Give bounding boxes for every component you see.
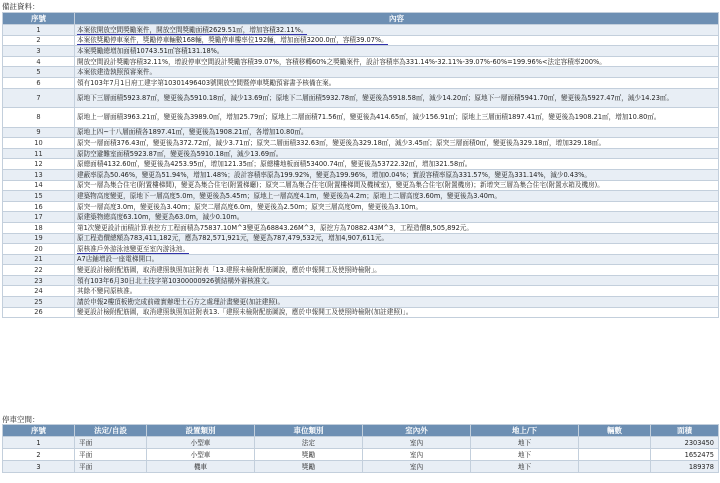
row-serial: 17	[3, 212, 75, 223]
row-serial: 3	[3, 461, 75, 473]
indoor-cell: 室內	[363, 461, 471, 473]
row-content	[75, 254, 719, 265]
count-cell	[579, 461, 651, 473]
row-content-text: 其餘不變同原核准。	[77, 287, 137, 296]
row-content-text: 本案依獎勵停車案件，獎勵停車輛數168輛，獎勵停車樓率位192輛，增加面積3200.0㎡，容積39.07%。	[77, 36, 388, 45]
row-content-text: 原核准戶外游泳池變更至室內游泳池。	[77, 244, 190, 253]
row-content-text: 第1次變更設計面積計算表挖方工程面積為75837.10M^3變更為68843.26M^3，原挖方為70882.43M^3，工程造價8,505,892元。	[77, 223, 473, 232]
row-content	[75, 275, 719, 286]
row-content-text: 原建築物總高度63.10m，變更為63.0m，減少0.10m。	[77, 213, 244, 222]
table-row	[3, 169, 719, 180]
count-cell	[579, 437, 651, 449]
row-serial: 14	[3, 180, 75, 191]
row-content	[75, 286, 719, 297]
row-content-text: 原突一層面積376.43㎡，變更後為372.72㎡，減少3.71㎡；原突二層面積332.63㎡，變更後為329.18㎡，減少3.45㎡；原突三層面積0㎡，變更後為329.18㎡，增加329.18㎡。	[77, 138, 606, 147]
row-serial: 2	[3, 449, 75, 461]
row-content-text: 建蔽率原為50.46%，變更為51.94%，增加1.48%；設計容積率原為199.92%，變更為199.96%，增加0.04%；實設容積率原為331.57%，變更為331.14%，減少0.43%。	[77, 170, 592, 179]
level-cell: 地下	[471, 437, 579, 449]
parking-section-label: 停車空間：	[2, 415, 40, 424]
table-row	[3, 148, 719, 159]
row-content-text: 原防空避難室面積5923.87㎡，變更後為5910.18㎡，減少13.69㎡。	[77, 149, 283, 158]
row-content-text: 原地上四~十八層面積各1897.41㎡，變更後為1908.21㎡，各增加10.80㎡。	[77, 128, 308, 137]
row-content-text: 原突一層高度3.0m，變更後為3.40m；原突二層高度6.0m，變更後為2.50m；原突三層高度0m，變更後為3.10m。	[77, 202, 423, 211]
row-content-text: A7店鋪增設一座電梯開口。	[77, 255, 159, 264]
row-content	[75, 169, 719, 180]
column-header-indoor: 室內外	[363, 425, 471, 437]
row-content-text: 領有103年7月1日府工建字第10301496403號開放空間暨停車獎勵預審書予核備在案。	[77, 78, 336, 87]
row-serial: 12	[3, 159, 75, 170]
legal-cell: 平面	[75, 461, 147, 473]
row-serial: 18	[3, 222, 75, 233]
indoor-cell: 室內	[363, 437, 471, 449]
column-header-area: 面積	[651, 425, 719, 437]
notes-section-label: 備註資料：	[2, 2, 40, 11]
row-content	[75, 77, 719, 88]
row-serial: 21	[3, 254, 75, 265]
row-content-text: 建築物高度變更，原地下一層高度5.0m，變更後為5.45m；原地上一層高度4.1m，變更後為4.2m；原地上二層高度3.60m，變更後為3.40m。	[77, 191, 501, 200]
table-row	[3, 25, 719, 36]
row-content	[75, 180, 719, 191]
table-row	[3, 254, 719, 265]
row-serial: 4	[3, 56, 75, 67]
type-cell: 小型車	[147, 437, 255, 449]
count-cell	[579, 449, 651, 461]
row-serial: 11	[3, 148, 75, 159]
column-header-spot: 車位類別	[255, 425, 363, 437]
table-row	[3, 449, 719, 461]
table-row	[3, 77, 719, 88]
legal-cell: 平面	[75, 437, 147, 449]
row-serial: 1	[3, 25, 75, 36]
row-content	[75, 67, 719, 78]
table-row	[3, 35, 719, 46]
row-serial: 9	[3, 127, 75, 138]
table-row	[3, 222, 719, 233]
row-content	[75, 191, 719, 202]
row-content-text: 原地下三層面積5923.87㎡，變更後為5910.18㎡，減少13.69㎡；原地下二層面積5932.78㎡，變更後為5918.58㎡，減少14.20㎡；原地下一層面積5941.70㎡，變更後為5927.47㎡，減少14.23㎡。	[77, 93, 674, 102]
column-header-serial: 序號	[3, 13, 75, 25]
area-cell: 2303450	[651, 437, 719, 449]
row-content	[75, 307, 719, 318]
table-row	[3, 67, 719, 78]
table-row	[3, 108, 719, 128]
row-serial: 8	[3, 108, 75, 128]
row-serial: 19	[3, 233, 75, 244]
row-serial: 22	[3, 265, 75, 276]
row-content	[75, 159, 719, 170]
row-content	[75, 138, 719, 149]
row-content-text: 本案依開放空間獎勵案件，開放空間獎勵面積2629.51㎡，增加容積32.11%。	[77, 25, 308, 34]
area-cell: 189378	[651, 461, 719, 473]
row-content-text: 原總面積4132.60㎡，變更後為4253.95㎡，增加121.35㎡；原總樓地板面積53400.74㎡，變更後為53722.32㎡，增加321.58㎡。	[77, 160, 472, 169]
spot-cell: 獎勵	[255, 449, 363, 461]
row-content	[75, 244, 719, 255]
level-cell: 地下	[471, 461, 579, 473]
row-content-text: 原地上一層面積3963.21㎡，變更後為3989.0㎡，增加25.79㎡；原地上二層面積71.56㎡，變更後為414.65㎡，減少156.91㎡；原地上三層面積1897.41㎡，變更後為1908.21㎡，增加10.80㎡。	[77, 113, 661, 122]
column-header-count: 輛數	[579, 425, 651, 437]
notes-table	[2, 12, 719, 318]
table-row	[3, 180, 719, 191]
row-content	[75, 265, 719, 276]
row-serial: 23	[3, 275, 75, 286]
row-content	[75, 88, 719, 108]
table-row	[3, 191, 719, 202]
row-content-text: 變更設計檢附配筋圖，取消建照執照加註附表「13.建照未檢附配筋圖說，應於申報開工及使照時檢附」。	[77, 266, 381, 275]
row-content-text: 本案獎勵總增加面積10743.51㎡容積131.18%。	[77, 46, 224, 55]
table-row	[3, 233, 719, 244]
row-serial: 6	[3, 77, 75, 88]
row-serial: 1	[3, 437, 75, 449]
spot-cell: 獎勵	[255, 461, 363, 473]
table-row	[3, 201, 719, 212]
table-row	[3, 265, 719, 276]
row-serial: 10	[3, 138, 75, 149]
type-cell: 小型車	[147, 449, 255, 461]
row-content-text: 領有103年6月30日北土技字第10300000926號結構外審核准文。	[77, 276, 274, 285]
row-content	[75, 212, 719, 223]
row-content	[75, 25, 719, 36]
table-row	[3, 127, 719, 138]
table-row	[3, 159, 719, 170]
row-serial: 16	[3, 201, 75, 212]
column-header-content: 內容	[75, 13, 719, 25]
table-row	[3, 286, 719, 297]
row-content-text: 原突一層為集合住宅(附置樓梯間)，變更為集合住宅(附置梯廳)；原突二層為集合住宅(附置樓梯間及機械室)，變更為集合住宅(附置機房)；新增突三層為集合住宅(附置水箱及機房)。	[77, 181, 604, 190]
row-content-text: 開放空間設計獎勵容積32.11%，增設停車空間設計獎勵容積39.07%，容積移轉60%之獎勵案件，設計容積率為331.14%-32.11%-39.07%-60%=199.96%<法定容積率200%。	[77, 57, 606, 66]
row-serial: 3	[3, 46, 75, 57]
row-serial: 5	[3, 67, 75, 78]
table-row	[3, 212, 719, 223]
column-header-type: 設置類別	[147, 425, 255, 437]
type-cell: 機車	[147, 461, 255, 473]
row-content	[75, 108, 719, 128]
row-content	[75, 233, 719, 244]
table-row	[3, 46, 719, 57]
table-row	[3, 297, 719, 308]
row-serial: 7	[3, 88, 75, 108]
table-row	[3, 437, 719, 449]
column-header-level: 地上/下	[471, 425, 579, 437]
table-row	[3, 56, 719, 67]
legal-cell: 平面	[75, 449, 147, 461]
row-serial: 2	[3, 35, 75, 46]
indoor-cell: 室內	[363, 449, 471, 461]
row-content	[75, 56, 719, 67]
table-row	[3, 275, 719, 286]
row-serial: 24	[3, 286, 75, 297]
table-row	[3, 244, 719, 255]
column-header-serial: 序號	[3, 425, 75, 437]
row-serial: 15	[3, 191, 75, 202]
row-content-text: 原工程造價總額為783,411,182元，應為782,571,921元，變更為787,479,532元，增加4,907,611元。	[77, 234, 389, 243]
row-serial: 25	[3, 297, 75, 308]
row-content	[75, 297, 719, 308]
row-content	[75, 148, 719, 159]
row-content	[75, 35, 719, 46]
row-content	[75, 201, 719, 212]
table-row	[3, 138, 719, 149]
row-content-text: 變更設計檢附配筋圖，取消建照執照加註附表13.「建照未檢附配筋圖說，應於申報開工及使照時檢附(加註建照)」。	[77, 308, 413, 317]
table-row	[3, 88, 719, 108]
row-serial: 20	[3, 244, 75, 255]
area-cell: 1652475	[651, 449, 719, 461]
row-content	[75, 222, 719, 233]
row-serial: 26	[3, 307, 75, 318]
spot-cell: 法定	[255, 437, 363, 449]
parking-table	[2, 424, 719, 473]
row-serial: 13	[3, 169, 75, 180]
level-cell: 地下	[471, 449, 579, 461]
row-content-text: 請於申報2樓頂板勘完成前確實辦理土石方之處理計畫變更(加註建照)。	[77, 297, 285, 306]
row-content	[75, 127, 719, 138]
table-row	[3, 307, 719, 318]
row-content	[75, 46, 719, 57]
row-content-text: 本案依建造執照預審案件。	[77, 68, 157, 77]
column-header-legal: 法定/自設	[75, 425, 147, 437]
table-row	[3, 461, 719, 473]
